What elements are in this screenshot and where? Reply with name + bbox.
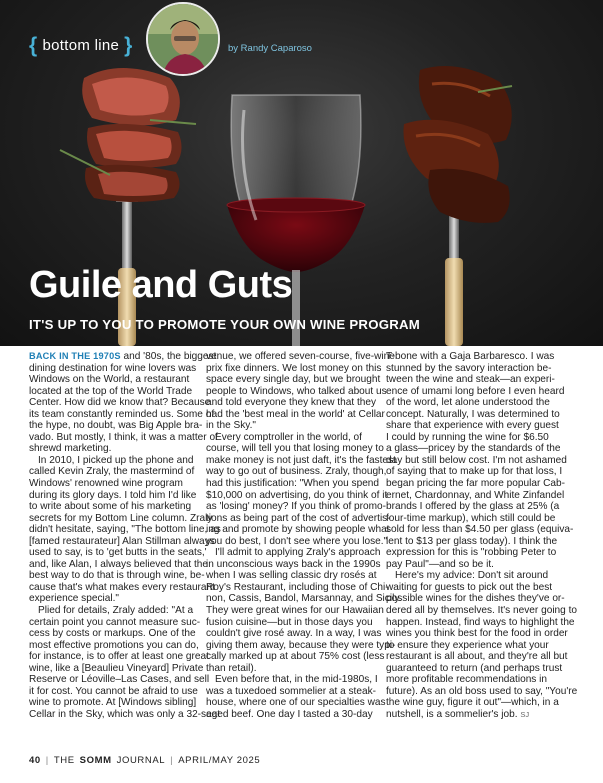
column-2-line-2 (206, 374, 379, 386)
column-1-line-16 (29, 535, 215, 548)
column-1-line-29 (29, 686, 202, 698)
column-1-text-3: located at the top of the World Trade (29, 385, 193, 397)
column-3-text-15: sold for less than $4.50 per glass (equiva- (386, 524, 574, 536)
column-2-text-7: Every comptroller in the world, of (215, 431, 362, 443)
column-1-line-19 (29, 570, 205, 582)
column-1-text-25: most effective promotions you can do, (29, 639, 199, 651)
column-1-text-18: and, like Alan, I always believed that the (29, 558, 208, 570)
column-3-text-3: ence of umami long before I even heard (386, 385, 565, 397)
column-3-text-8: a glass—pricey by the standards of the (386, 443, 561, 455)
column-2-line-16 (206, 535, 388, 548)
column-3-line-9 (386, 455, 574, 467)
column-2-text-11: had this justification: "When you spend (206, 478, 380, 490)
page-number: 40 (29, 755, 41, 766)
column-1-line-9 (29, 455, 202, 467)
column-3-line-17 (386, 547, 574, 559)
column-3-text-12: ernet, Chardonnay, and White Zinfandel (386, 489, 565, 501)
subhead: IT'S UP TO YOU TO PROMOTE YOUR OWN WINE PROGRAM (29, 317, 421, 332)
column-3-text-30: the wine guy, figure it out"—which, in a (386, 697, 559, 709)
column-3-line-15 (386, 524, 574, 536)
column-1-line-10 (29, 466, 202, 478)
column-3-line-16 (386, 536, 574, 548)
brace-open: { (29, 34, 38, 57)
column-3-text-1: stunned by the savory interaction be- (386, 362, 552, 374)
column-1-text-0: and '80s, the biggest (120, 351, 217, 362)
column-3-line-13 (386, 501, 574, 513)
column-2-text-8: course, will tell you that losing money to (206, 443, 384, 455)
column-2-text-23: fusion cuisine—but in those days you (206, 616, 373, 628)
column-1-text-17: used to say, is to 'get butts in the seats,' (29, 547, 207, 559)
column-1-line-13 (29, 501, 202, 513)
column-2-line-4 (206, 397, 379, 409)
column-3-line-5 (386, 409, 574, 421)
column-3-text-14: four-time markup), which still could be (386, 512, 556, 524)
column-2-line-11 (206, 478, 379, 490)
column-1-text-6: the hype, no doubt, was Big Apple bra- (29, 420, 203, 432)
column-2-line-25 (206, 639, 396, 652)
column-1-text-1: dining destination for wine lovers was (29, 362, 197, 374)
lead-in: BACK IN THE 1970S (29, 351, 121, 361)
column-1-line-15 (29, 524, 221, 536)
column-3-line-7 (386, 432, 574, 444)
column-3-text-19: Here's my advice: Don't sit around (395, 570, 549, 582)
column-3-line-14 (386, 513, 574, 525)
column-3-line-2 (386, 374, 574, 386)
column-3-lines (386, 351, 578, 721)
column-1-line-21 (29, 593, 202, 605)
column-2-line-23 (206, 617, 379, 629)
column-3-text-21: possible wines for the dishes they've or- (386, 593, 565, 605)
column-1-text-26: for instance, is to offer at least one great (29, 651, 209, 663)
column-1-text-2: Windows on the World, a restaurant (29, 374, 190, 386)
column-3-line-23 (386, 617, 574, 629)
wine-glass-icon (227, 95, 365, 346)
column-3-line-26 (386, 651, 574, 663)
column-3-line-25 (386, 640, 574, 652)
column-2-text-28: Even before that, in the mid-1980s, I (215, 674, 378, 686)
column-2-line-17 (206, 547, 379, 559)
publication-name: SOMM (79, 755, 112, 766)
column-1-text-30: wine to promote. At [Windows sibling] (29, 697, 197, 709)
column-2-text-20: Roy's Restaurant, including those of Chi- (206, 581, 389, 593)
column-2-line-29 (206, 686, 379, 698)
column-1-text-9: In 2010, I picked up the phone and (38, 454, 194, 466)
column-2-line-6 (206, 420, 379, 432)
column-2 (206, 351, 402, 721)
column-1-lines (29, 362, 221, 721)
column-3-line-6 (386, 420, 574, 432)
column-3-text-5: concept. Naturally, I was determined to (386, 408, 560, 420)
column-3-text-16: lent to $13 per glass today). I think the (386, 535, 558, 547)
column-2-text-27: than retail). (206, 662, 257, 674)
column-2-line-27 (206, 663, 379, 675)
column-3-line-31 (386, 709, 574, 721)
column-3-text-25: to ensure they experience what your (386, 639, 549, 651)
column-3-line-21 (386, 593, 574, 605)
column-1-line-31 (29, 708, 221, 721)
column-3-line-0 (386, 351, 574, 363)
column-2-line-14 (206, 512, 391, 525)
column-3-line-20 (386, 582, 574, 594)
column-3-line-29 (386, 685, 578, 698)
column-3-text-26: restaurant is all about, and they're all but (386, 651, 568, 663)
column-2-line-18 (206, 559, 379, 571)
column-2-line-10 (206, 466, 387, 478)
column-2-line-19 (206, 570, 379, 582)
column-2-text-25: giving them away, because they were typi- (206, 639, 396, 651)
column-3-line-30 (386, 697, 574, 709)
column-1-text-12: during its glory days. I told him I'd like (29, 489, 197, 501)
column-2-text-5: had the 'best meal in the world' at Cellar (206, 408, 385, 420)
column-3-text-31: nutshell, is a sommelier's job. (386, 708, 518, 720)
column-3-line-27 (386, 663, 574, 675)
hero-image (0, 0, 603, 346)
column-1-text-21: experience special." (29, 593, 119, 605)
column-2-line-13 (206, 501, 387, 513)
column-1-line-2 (29, 374, 202, 386)
column-2-line-3 (206, 385, 387, 398)
column-2-line-21 (206, 593, 402, 605)
page-footer (29, 755, 260, 766)
column-2-text-31: aged beef. One day I tasted a 30-day (206, 708, 373, 720)
publication-suffix: JOURNAL (116, 755, 166, 766)
column-2-text-2: space every single day, but we brought (206, 374, 381, 386)
column-2-text-3: people to Windows, who talked about us (206, 385, 387, 397)
column-3-line-28 (386, 674, 574, 686)
column-3 (386, 351, 578, 721)
column-3-line-12 (386, 490, 574, 502)
column-2-text-18: in unconscious ways back in the 1990s (206, 558, 381, 570)
column-1-line-8 (29, 443, 202, 455)
column-2-text-14: tions as being part of the cost of advertis- (206, 512, 391, 524)
column-3-line-8 (386, 443, 574, 455)
column-2-line-30 (206, 697, 386, 709)
column-1-line-6 (29, 420, 202, 432)
column-2-line-15 (206, 524, 390, 536)
column-2-text-9: make money is not just daft, it's the fastest (206, 454, 396, 466)
column-2-line-1 (206, 362, 382, 375)
column-2-text-10: way to go out of business. Zraly, though, (206, 466, 387, 478)
column-2-text-26: cally marked up at about 75% cost (less (206, 651, 385, 663)
section-tag (29, 35, 133, 56)
issue-date: APRIL/MAY 2025 (178, 755, 261, 766)
column-2-text-19: when I was selling classic dry rosés at (206, 570, 377, 582)
column-3-text-28: more profitable recommendations in (386, 674, 548, 686)
column-3-line-1 (386, 363, 574, 375)
column-1-text-28: Reserve or Léoville–Las Cases, and sell (29, 674, 210, 686)
column-1-text-19: best way to do that is through wine, be- (29, 570, 205, 582)
column-1-text-15: didn't hesitate, saying, "The bottom line, as (29, 524, 221, 536)
column-1-line-25 (29, 640, 202, 652)
column-1-text-22: Plied for details, Zraly added: "At a (38, 605, 194, 617)
column-1-line-26 (29, 651, 209, 663)
column-1-text-5: its team constantly reminded us. Some of (29, 408, 215, 420)
column-3-text-4: of the word, let alone understood the (386, 397, 550, 409)
column-3-text-2: tween the wine and steak—an experi- (386, 374, 555, 386)
column-2-text-22: They were great wines for our Hawaiian (206, 605, 384, 617)
column-2-lines (206, 351, 402, 721)
column-1-line-24 (29, 628, 202, 640)
column-3-text-17: expression for this is "robbing Peter to (386, 547, 557, 559)
column-2-line-26 (206, 651, 385, 663)
column-3-line-11 (386, 478, 574, 490)
column-1-line-14 (29, 512, 213, 525)
column-1-text-14: secrets for my Bottom Line column. Zraly (29, 512, 213, 524)
column-1-line-27 (29, 663, 202, 675)
column-2-line-8 (206, 443, 384, 455)
author-photo (146, 2, 220, 76)
column-1-line-22 (29, 605, 202, 617)
column-1-text-4: Center. How did we know that? Because (29, 397, 211, 409)
column-1-text-23: certain point you cannot measure suc- (29, 616, 201, 628)
column-3-line-22 (386, 605, 578, 617)
column-2-text-21: non, Cassis, Bandol, Marsannay, and Sicily. (206, 593, 402, 605)
column-1-line-0 (29, 351, 217, 363)
column-1-line-7 (29, 431, 218, 444)
column-1-text-20: cause that's what makes every restaurant (29, 581, 215, 593)
column-2-line-22 (206, 605, 384, 617)
column-1-line-30 (29, 697, 202, 709)
column-1-line-18 (29, 558, 208, 571)
column-1-text-16: [famed restaurateur] Alan Stillman always (29, 535, 215, 547)
column-3-text-27: guaranteed to return (and perhaps trust (386, 662, 563, 674)
column-1-text-24: cess by costs or markups. One of the (29, 628, 196, 640)
column-3-line-10 (386, 466, 574, 478)
column-2-text-17: I'll admit to applying Zraly's approach (215, 547, 381, 559)
column-1-text-7: vado. But mostly, I think, it was a matter of (29, 431, 218, 443)
column-2-line-24 (206, 628, 382, 640)
column-1 (29, 351, 221, 721)
column-1-line-11 (29, 478, 202, 490)
column-3-text-11: began pricing the far more popular Cab- (386, 478, 565, 490)
column-3-line-19 (386, 570, 574, 582)
column-1-line-23 (29, 617, 202, 629)
column-2-text-6: in the Sky." (206, 420, 256, 432)
column-2-line-5 (206, 408, 385, 421)
byline: by Randy Caparoso (228, 43, 312, 54)
column-2-text-4: and told everyone they knew that they (206, 397, 377, 409)
column-2-text-0: venue, we offered seven-course, five-wine (206, 351, 395, 362)
column-3-text-9: day but still below cost. I'm not ashamed (386, 454, 567, 466)
column-3-text-29: future). As an old boss used to say, "You're (386, 685, 578, 697)
column-1-text-10: called Kevin Zraly, the mastermind of (29, 466, 195, 478)
column-3-text-6: share that experience with every guest (386, 420, 559, 432)
column-3-line-3 (386, 386, 574, 398)
column-3-text-22: dered all by themselves. It's never going to (386, 605, 578, 617)
column-2-text-15: ing and promote by showing people what (206, 524, 390, 536)
footer-separator: | (45, 755, 49, 766)
column-2-text-12: $10,000 on advertising, do you think of it (206, 489, 388, 501)
column-1-text-11: Windows' renowned wine program (29, 478, 183, 490)
footer-separator-2: | (170, 755, 174, 766)
column-3-text-18: pay Paul"—and so be it. (386, 558, 494, 570)
column-1-text-13: to write about some of his marketing (29, 501, 192, 513)
column-2-text-29: was a tuxedoed sommelier at a steak- (206, 685, 376, 697)
column-2-text-1: prix fixe dinners. We lost money on this (206, 362, 382, 374)
column-3-line-4 (386, 397, 574, 409)
column-3-text-24: wines you think best for the food in order (386, 628, 568, 640)
column-3-line-18 (386, 559, 574, 571)
column-1-line-17 (29, 547, 207, 559)
column-1-text-27: wine, like a [Beaulieu Vineyard] Private (29, 662, 204, 674)
column-2-line-7 (206, 432, 379, 444)
column-2-text-30: house, where one of our specialties was (206, 697, 386, 709)
column-2-line-20 (206, 581, 389, 594)
column-1-text-29: it for cost. You cannot be afraid to use (29, 685, 198, 697)
column-1-text-8: shrewd marketing. (29, 443, 112, 455)
column-1-line-3 (29, 386, 202, 398)
column-3-text-13: brands I offered by the glass at 25% (a (386, 501, 560, 513)
column-3-text-10: of saying that to make up for that loss, I (386, 466, 563, 478)
column-1-text-31: Cellar in the Sky, which was only a 32-seat (29, 708, 221, 720)
headline: Guile and Guts (29, 264, 293, 306)
column-1-line-28 (29, 674, 210, 686)
column-3-text-7: I could by running the wine for $6.50 (386, 431, 549, 443)
column-2-line-31 (206, 709, 379, 721)
end-mark: SJ (520, 709, 530, 719)
column-2-line-9 (206, 454, 396, 467)
column-1-line-4 (29, 397, 211, 409)
column-2-text-24: couldn't give rosé away. In a way, I was (206, 628, 382, 640)
column-1-line-20 (29, 581, 215, 594)
column-3-text-23: happen. Instead, find ways to highlight the (386, 616, 575, 628)
publication-prefix: THE (53, 755, 75, 766)
article-body (29, 351, 576, 736)
column-1-line-1 (29, 363, 202, 375)
ribs-fork-icon (403, 66, 512, 346)
column-3-line-24 (386, 628, 574, 640)
column-3-text-0: T-bone with a Gaja Barbaresco. I was (386, 351, 555, 362)
column-2-line-28 (206, 674, 379, 686)
column-1-line-12 (29, 490, 202, 502)
column-3-text-20: waiting for guests to pick out the best (386, 581, 553, 593)
column-2-line-12 (206, 489, 388, 502)
column-1-line-5 (29, 408, 215, 421)
column-2-text-13: as 'losing' money? If you think of promo- (206, 501, 387, 513)
brace-close: } (124, 34, 133, 57)
column-2-text-16: you do best, I don't see where you lose." (206, 535, 388, 547)
column-2-line-0 (206, 351, 395, 363)
section-name: bottom line (42, 37, 120, 54)
